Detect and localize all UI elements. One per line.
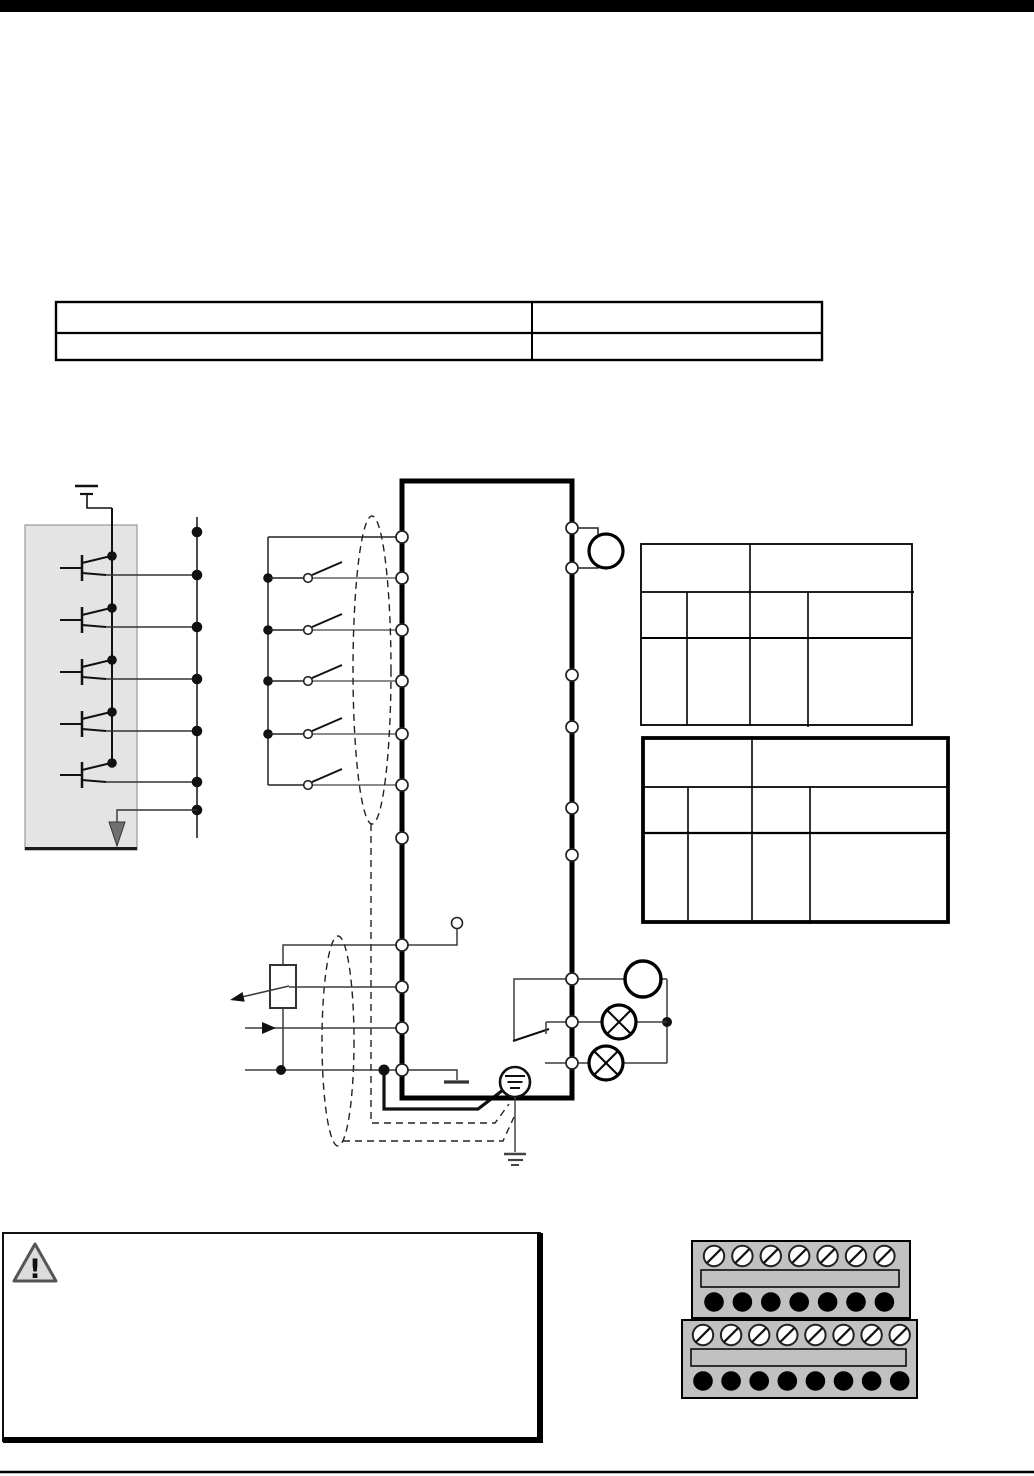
label-strip [691,1349,906,1366]
input-terminal [396,728,408,740]
terminal-block-top [692,1241,910,1318]
reference-terminal [452,918,463,929]
switch-blade [312,562,342,575]
wire-hole-icon [834,1371,854,1391]
terminal-block-bottom [682,1320,917,1398]
output-terminal [566,802,578,814]
input-terminal [396,939,408,951]
assignment-table-2 [643,738,948,924]
wire-hole-icon [875,1292,895,1312]
lamp-icon [602,1005,636,1039]
output-terminal [566,562,578,574]
relay-output-section [513,961,672,1080]
wire-hole-icon [789,1292,809,1312]
assignment-table-1 [641,544,914,727]
relay-coil-icon [625,961,661,997]
input-terminal [396,572,408,584]
switch-blade [312,718,342,731]
warning-box [3,1233,543,1443]
input-terminal [396,675,408,687]
wire-hole-icon [846,1292,866,1312]
output-terminal [566,1016,578,1028]
signal-arrow-icon [262,1022,276,1034]
protective-earth-icon [500,1067,530,1097]
lamp-icon [589,1046,623,1080]
switch-blade [312,665,342,678]
input-terminal [396,832,408,844]
input-terminal [396,531,408,543]
input-terminal [396,624,408,636]
meter-icon [589,534,623,568]
label-strip [701,1270,899,1287]
logic-input-switches [263,537,396,789]
wire-hole-icon [749,1371,769,1391]
wire-hole-icon [778,1371,798,1391]
header-bar [0,0,1034,12]
sensor-block [25,486,202,850]
output-terminal [566,522,578,534]
input-terminal [396,1064,408,1076]
warning-mark: ! [28,1254,42,1285]
input-terminal [396,779,408,791]
wire-hole-icon [733,1292,753,1312]
ground-icon [75,486,112,508]
output-terminal [566,849,578,861]
switch-blade [312,614,342,627]
wire-hole-icon [761,1292,781,1312]
analog-input-section [230,918,463,1076]
drive-terminals [396,522,578,1076]
wire-hole-icon [862,1371,882,1391]
chassis-ground-icon [408,1070,469,1082]
relay-contact-blade [513,1029,549,1041]
wire-hole-icon [818,1292,838,1312]
wire-hole-icon [806,1371,826,1391]
shield-ellipse-analog [322,936,354,1146]
input-terminal [396,1022,408,1034]
shield-ellipse-logic [353,516,391,824]
wire-hole-icon [890,1371,910,1391]
output-terminal [566,669,578,681]
wire-hole-icon [693,1371,713,1391]
switch-blade [312,769,342,782]
drive-unit-outline [400,479,575,1100]
output-terminal [566,1057,578,1069]
input-terminal [396,981,408,993]
wire-hole-icon [721,1371,741,1391]
cable-shield-paths [322,516,514,1146]
param-table [56,302,822,360]
wire-hole-icon [704,1292,724,1312]
analog-output-meter [572,528,623,568]
output-terminal [566,721,578,733]
output-terminal [566,973,578,985]
